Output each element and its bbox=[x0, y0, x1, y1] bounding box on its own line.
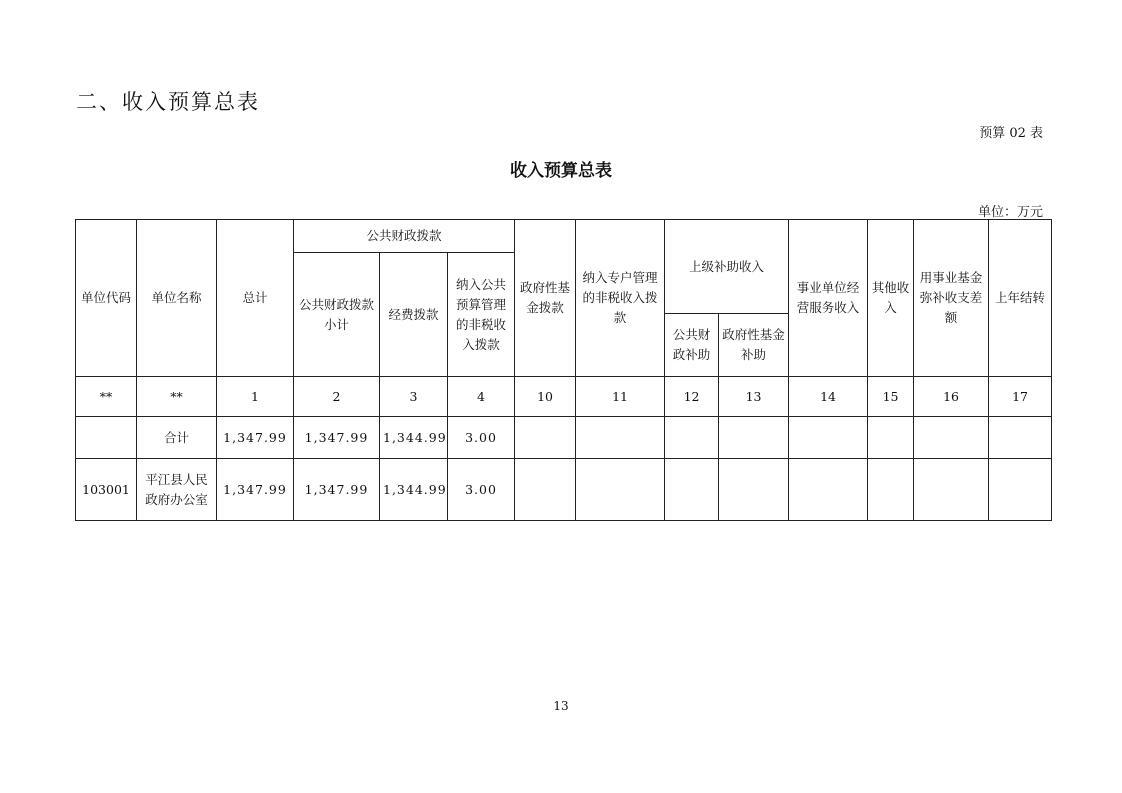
index-cell: 13 bbox=[719, 377, 789, 417]
empty-cell bbox=[665, 459, 719, 521]
index-cell: 2 bbox=[294, 377, 380, 417]
index-cell: 12 bbox=[665, 377, 719, 417]
header-public-finance-subtotal: 公共财政拨款小计 bbox=[294, 253, 380, 377]
header-public-finance-group: 公共财政拨款 bbox=[294, 220, 515, 253]
index-cell: ** bbox=[137, 377, 217, 417]
empty-cell bbox=[789, 417, 868, 459]
header-unit-code: 单位代码 bbox=[76, 220, 137, 377]
non-tax-cell: 3.00 bbox=[448, 459, 515, 521]
table-title: 收入预算总表 bbox=[510, 161, 612, 181]
header-total: 总计 bbox=[217, 220, 294, 377]
income-budget-table bbox=[75, 219, 1052, 521]
subtotal-cell: 1,347.99 bbox=[294, 417, 380, 459]
index-cell: 15 bbox=[868, 377, 914, 417]
page-number: 13 bbox=[553, 699, 569, 713]
index-cell: 1 bbox=[217, 377, 294, 417]
unit-code-cell bbox=[76, 417, 137, 459]
unit-name-cell: 合计 bbox=[137, 417, 217, 459]
index-cell: 10 bbox=[515, 377, 576, 417]
operating-cell: 1,344.99 bbox=[380, 417, 448, 459]
index-cell: 14 bbox=[789, 377, 868, 417]
total-cell: 1,347.99 bbox=[217, 459, 294, 521]
index-cell: ** bbox=[76, 377, 137, 417]
empty-cell bbox=[665, 417, 719, 459]
form-number: 预算 02 表 bbox=[979, 126, 1043, 141]
header-superior-subsidy-group: 上级补助收入 bbox=[665, 220, 789, 314]
index-cell: 16 bbox=[914, 377, 989, 417]
empty-cell bbox=[989, 459, 1052, 521]
section-heading: 二、收入预算总表 bbox=[76, 90, 260, 114]
index-cell: 11 bbox=[576, 377, 665, 417]
empty-cell bbox=[868, 459, 914, 521]
empty-cell bbox=[515, 417, 576, 459]
empty-cell bbox=[989, 417, 1052, 459]
unit-code-cell: 103001 bbox=[76, 459, 137, 521]
header-gov-fund-subsidy: 政府性基金补助 bbox=[719, 314, 789, 377]
empty-cell bbox=[868, 417, 914, 459]
empty-cell bbox=[789, 459, 868, 521]
operating-cell: 1,344.99 bbox=[380, 459, 448, 521]
total-cell: 1,347.99 bbox=[217, 417, 294, 459]
empty-cell bbox=[576, 459, 665, 521]
non-tax-cell: 3.00 bbox=[448, 417, 515, 459]
unit-name-cell: 平江县人民政府办公室 bbox=[137, 459, 217, 521]
header-public-finance-subsidy: 公共财政补助 bbox=[665, 314, 719, 377]
unit-note: 单位：万元 bbox=[977, 205, 1043, 220]
header-other-income: 其他收入 bbox=[868, 220, 914, 377]
empty-cell bbox=[914, 459, 989, 521]
header-fund-gap: 用事业基金弥补收支差额 bbox=[914, 220, 989, 377]
header-row-1 bbox=[76, 220, 1052, 253]
header-operating-funds: 经费拨款 bbox=[380, 253, 448, 377]
index-row bbox=[76, 377, 1052, 417]
empty-cell bbox=[719, 417, 789, 459]
empty-cell bbox=[914, 417, 989, 459]
table-row-total bbox=[76, 417, 1052, 459]
header-non-tax-special: 纳入专户管理的非税收入拨款 bbox=[576, 220, 665, 377]
empty-cell bbox=[576, 417, 665, 459]
header-non-tax-into-budget: 纳入公共预算管理的非税收入拨款 bbox=[448, 253, 515, 377]
index-cell: 17 bbox=[989, 377, 1052, 417]
empty-cell bbox=[515, 459, 576, 521]
header-unit-name: 单位名称 bbox=[137, 220, 217, 377]
empty-cell bbox=[719, 459, 789, 521]
index-cell: 3 bbox=[380, 377, 448, 417]
index-cell: 4 bbox=[448, 377, 515, 417]
header-gov-fund: 政府性基金拨款 bbox=[515, 220, 576, 377]
table-row-unit bbox=[76, 459, 1052, 521]
header-business-income: 事业单位经营服务收入 bbox=[789, 220, 868, 377]
subtotal-cell: 1,347.99 bbox=[294, 459, 380, 521]
header-prior-year-carryover: 上年结转 bbox=[989, 220, 1052, 377]
